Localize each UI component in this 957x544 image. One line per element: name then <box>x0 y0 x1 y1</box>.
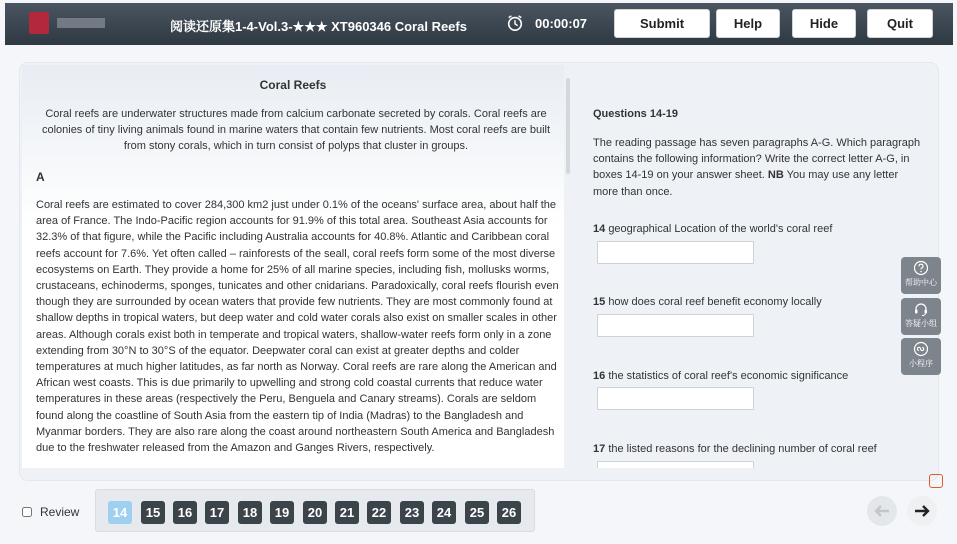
page-button[interactable]: 17 <box>205 501 229 524</box>
arrow-right-icon <box>914 505 930 517</box>
question-circle-icon <box>913 260 929 276</box>
question-number: 15 <box>593 296 606 308</box>
passage-intro: Coral reefs are underwater structures made from calcium carbonate secreted by corals. Coral reefs are colonies of tiny living animals found in marine waters that contain few nutrients. Most coral reefs are built from stony corals, which in turn consist of polyps that cluster in groups. <box>41 108 551 153</box>
answer-input-15[interactable] <box>597 314 754 337</box>
paragraph-a: Coral reefs are estimated to cover 284,300 km2 just under 0.1% of the oceans' surface area, about half the area of France. The Indo-Pacific region accounts for 91.9% of this total area. Southeast Asia accounts for 32.3% of that figure, while the Pacific including Australia accounts for 40.8%. Atlantic and Caribbean coral reefs account for 7.6%. Yet often called – rainforests of the seall, coral reefs form some of the most diverse ecosystems on Earth. They provide a home for 25% of all marine species, including fish, mollusks worms, crustaceans, echinoderms, sponges, tunicates and other cnidarians. Paradoxically, coral reefs flourish even though they are surrounded by ocean waters that provide few nutrients. They are most commonly found at shallow depths in tropical waters, but deep water and cold water corals also exist on smaller scales in other areas. Although corals exist both in temperate and tropical waters, shallow-water reefs form only in a zone extending from 30°N to 30°S of the equator. Deepwater coral can exist at greater depths and colder temperatures at much higher latitudes, as far north as Norway. Coral reefs are rare along the American and African west coasts. This is due primarily to upwelling and strong cold coastal currents that reduce water temperatures in these areas (respectively the Peru, Benguela and Canary streams). Corals are seldom found along the coastline of South Asia from the eastern tip of India (Madras) to the Bangladesh and Myanmar borders. They are also rare along the coast around northeastern South America and Bangladesh due to the freshwater released from the Amazon and Ganges Rivers, respectively. <box>36 199 559 455</box>
page-button[interactable]: 22 <box>367 501 391 524</box>
question-text: the listed reasons for the declining number of coral reef <box>608 443 877 455</box>
question-number: 14 <box>593 223 606 235</box>
question-text: how does coral reef benefit economy locally <box>608 296 822 308</box>
page-button[interactable]: 21 <box>335 501 359 524</box>
mini-program-widget[interactable] <box>901 338 941 375</box>
qa-group-label: 答疑小组 <box>905 319 937 328</box>
questions-heading: Questions 14-19 <box>593 108 678 120</box>
question-item <box>593 221 923 237</box>
passage-title: Coral Reefs <box>259 78 327 92</box>
mini-program-label: 小程序 <box>909 359 933 368</box>
next-button[interactable] <box>907 496 937 526</box>
hide-button[interactable]: Hide <box>792 9 856 38</box>
question-item <box>593 441 923 457</box>
mini-program-icon <box>913 341 929 357</box>
split-divider[interactable] <box>566 78 570 174</box>
page-button[interactable]: 18 <box>238 501 262 524</box>
page-button[interactable]: 24 <box>432 501 456 524</box>
review-toggle[interactable] <box>22 505 79 519</box>
review-label: Review <box>40 505 80 519</box>
reading-passage[interactable] <box>22 65 564 468</box>
help-center-label: 帮助中心 <box>905 278 937 287</box>
alarm-clock-icon <box>506 14 524 32</box>
page-button[interactable]: 14 <box>108 501 132 524</box>
app-logo <box>29 12 49 34</box>
quit-button[interactable]: Quit <box>867 9 933 38</box>
paragraph-label-a: A <box>36 170 45 184</box>
page-button[interactable]: 16 <box>173 501 197 524</box>
arrow-left-icon <box>874 505 890 517</box>
review-checkbox[interactable] <box>22 507 32 517</box>
top-bar <box>5 3 953 45</box>
question-text: the statistics of coral reef's economic significance <box>608 370 849 382</box>
question-navigator <box>95 489 535 532</box>
question-number: 17 <box>593 443 606 455</box>
page-button[interactable]: 23 <box>400 501 424 524</box>
page-button[interactable]: 20 <box>303 501 327 524</box>
question-item <box>593 294 923 310</box>
submit-button[interactable]: Submit <box>614 9 710 38</box>
timer: 00:00:07 <box>535 16 588 31</box>
question-number: 16 <box>593 370 606 382</box>
help-button[interactable]: Help <box>716 9 780 38</box>
question-item <box>593 368 923 384</box>
help-center-widget[interactable] <box>901 257 941 294</box>
previous-button[interactable] <box>867 496 897 526</box>
floating-tool-icon[interactable] <box>929 474 943 488</box>
answer-input-14[interactable] <box>597 241 754 264</box>
questions-instructions: The reading passage has seven paragraphs A-G. Which paragraph contains the following information? Write the correct letter A-G, in boxes 14-19 on your answer sheet. NB You may use any letter more than once. <box>593 137 921 198</box>
page-button[interactable]: 25 <box>465 501 489 524</box>
page-button[interactable]: 19 <box>270 501 294 524</box>
page-button[interactable]: 26 <box>497 501 521 524</box>
app-name-blurred <box>57 18 105 28</box>
page-button[interactable]: 15 <box>141 501 165 524</box>
test-title: 阅读还原集1-4-Vol.3-★★★ XT960346 Coral Reefs <box>170 19 467 34</box>
question-text: geographical Location of the world's coral reef <box>608 223 833 235</box>
answer-input-16[interactable] <box>597 387 754 410</box>
qa-group-widget[interactable] <box>901 298 941 335</box>
headset-icon <box>913 301 929 317</box>
answer-input-17[interactable] <box>597 461 754 468</box>
questions-panel[interactable] <box>593 65 923 468</box>
